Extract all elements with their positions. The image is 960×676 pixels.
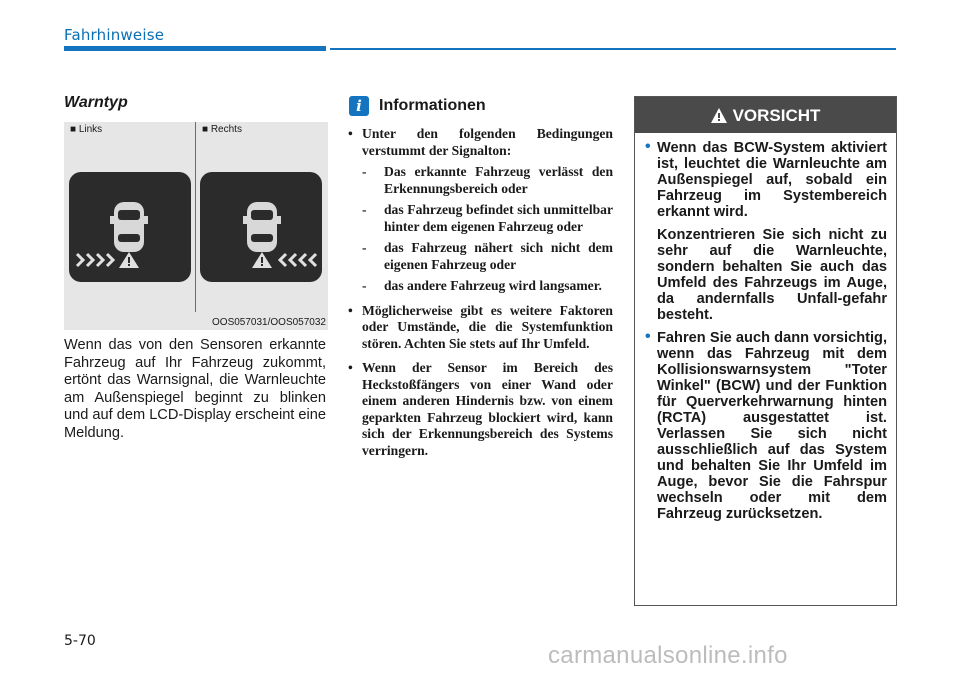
watermark: carmanualsonline.info [548,642,788,669]
info-icon: i [349,96,369,116]
section-title: Fahrhinweise [64,26,165,44]
info-item-text: Möglicherweise gibt es weitere Faktoren oder Umstände, die die Systemfunktion stören. Achten Sie stets auf Ihr Umfeld. [362,302,613,351]
info-item [348,303,613,353]
caution-item [645,330,887,522]
info-sub-item [362,164,613,197]
info-item [348,126,613,295]
dash: - [362,164,367,179]
dash: - [362,202,367,217]
figure-label-left: ■ Links [70,124,103,135]
right-mirror-indicator [200,172,322,282]
caution-item-text: Wenn das BCW-System aktiviert ist, leuchtet die Warnleuchte am Außenspiegel auf, sobald ein Fahrzeug im Systembereich erkannt wird. [657,140,887,220]
caution-item-extra: Konzentrieren Sie sich nicht zu sehr auf die Warnleuchte, sondern behalten Sie auch das Umfeld des Fahrzeugs im Auge, da andernfalls Unfall-gefahr besteht. [657,227,887,323]
bullet: • [348,126,353,141]
dash: - [362,278,367,293]
info-sub-item-text: das Fahrzeug befindet sich unmittelbar hinter dem eigenen Fahrzeug oder [384,202,613,234]
warntyp-heading: Warntyp [64,94,128,111]
caution-item-text: Fahren Sie auch dann vorsichtig, wenn das Fahrzeug mit dem Kollisionswarnsystem "Toter Winkel" (BCW) und der Funktion für Querverkehrwarnung hinten (RCTA) ausgestattet ist. Verlassen Sie sich nicht ausschließlich auf das System und behalten Sie Ihr Umfeld im Auge, bevor Sie die Fahrspur wechseln oder mit dem Fahrzeug zurücksetzen. [657,330,887,522]
info-sub-item [362,278,613,295]
figure-caption: OOS057031/OOS057032 [212,317,326,328]
caution-list [645,140,887,529]
info-item-text: Wenn der Sensor im Bereich des Heckstoßfängers von einer Wand oder einem anderen Hindernis bzw. von einem geparkten Fahrzeug blockiert wird, kann sich der Erkennungsbereich des Systems verringern. [362,360,613,458]
info-sub-item-text: das Fahrzeug nähert sich nicht dem eigenen Fahrzeug oder [384,240,613,272]
bullet: • [645,328,651,345]
dash: - [362,240,367,255]
caution-header [635,97,896,133]
car-top-view-icon [243,202,281,252]
info-title: Informationen [379,97,486,114]
page-number: 5-70 [64,633,96,649]
warning-triangle-icon [119,252,139,268]
bullet: • [645,138,651,155]
caution-title: VORSICHT [732,106,821,125]
car-top-view-icon [110,202,148,252]
figure-divider [195,122,196,312]
warntyp-body: Wenn das von den Sensoren erkannte Fahrzeug auf Ihr Fahrzeug zukommt, ertönt das Warnsignal, die Warnleuchte am Außenspiegel beginnt zu blinken und auf dem LCD-Display erscheint eine Meldung. [64,337,327,441]
left-mirror-indicator [69,172,191,282]
info-item [348,360,613,459]
caution-box [634,96,897,606]
caution-item [645,140,887,323]
warning-triangle-icon [252,252,272,268]
bullet: • [348,302,353,318]
mirror-figure [64,122,328,330]
approach-chevrons-icon [280,254,316,266]
info-item-text: Unter den folgenden Bedingungen verstummt der Signalton: [362,126,613,158]
header-rule-thick [64,46,326,51]
info-sub-item [362,240,613,273]
info-list [348,126,613,467]
warning-triangle-icon [711,108,727,123]
info-sub-item [362,202,613,235]
approach-chevrons-icon [77,254,113,266]
info-sub-item-text: das andere Fahrzeug wird langsamer. [384,278,602,293]
header-rule-thin [330,48,896,50]
bullet: • [348,360,353,375]
figure-label-right: ■ Rechts [202,124,242,135]
info-sub-item-text: Das erkannte Fahrzeug verlässt den Erkennungsbereich oder [384,164,613,196]
